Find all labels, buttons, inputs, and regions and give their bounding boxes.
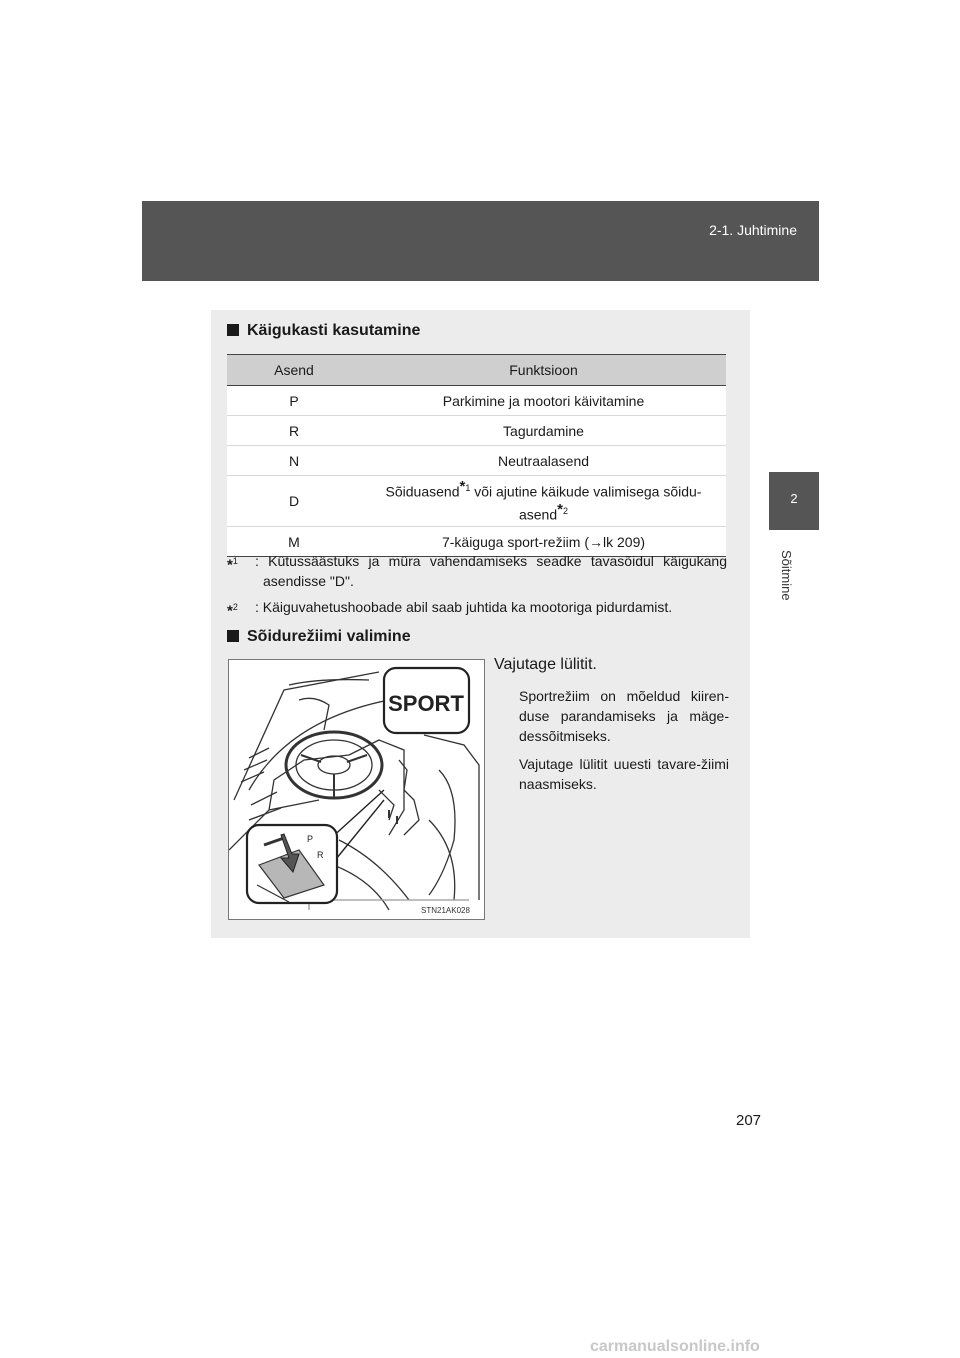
footnote-asterisk: *	[459, 478, 466, 496]
position-cell: N	[227, 446, 361, 476]
section-title: 2-1. Juhtimine	[709, 222, 797, 238]
footnote-1: *$^1$ : Kütussäästuks ja müra vahendamiseks seadke tavasõidul käigukang asendisse "D".	[227, 553, 727, 589]
page-number: 207	[736, 1112, 762, 1129]
chapter-label: Sõitmine	[779, 550, 794, 601]
function-cell: 7-käiguga sport-režiim (→lk 209)	[361, 527, 726, 557]
gear-function-table	[227, 354, 726, 557]
paragraph-return-normal: Vajutage lülitit uuesti tavare-žiimi naasmiseks.	[519, 756, 729, 792]
function-cell: Sõiduasend$^{*1}$ või ajutine käikude valimisega sõidu- asend$^{*2}$	[361, 476, 726, 527]
watermark: carmanualsonline.info	[590, 1338, 760, 1355]
table-row	[227, 416, 726, 446]
paragraph-sport-mode: Sportrežiim on mõeldud kiiren-duse parandamiseks ja mäge-dessõitmiseks.	[519, 688, 729, 744]
column-header-position: Asend	[227, 355, 361, 386]
chapter-number: 2	[790, 491, 798, 506]
lever-r-label: R	[317, 850, 324, 860]
lever-p-label: P	[307, 834, 314, 844]
table-row	[227, 386, 726, 416]
position-cell: P	[227, 386, 361, 416]
position-cell: R	[227, 416, 361, 446]
position-cell: M	[227, 527, 361, 557]
square-bullet-icon	[227, 324, 239, 336]
column-header-function: Funktsioon	[361, 355, 726, 386]
dashboard-illustration	[229, 660, 484, 919]
sport-switch-figure	[228, 659, 485, 920]
table-header-row	[227, 355, 726, 386]
gearbox-heading: Käigukasti kasutamine	[227, 322, 420, 340]
table-row	[227, 446, 726, 476]
table-row	[227, 476, 726, 527]
chapter-tab	[769, 472, 819, 530]
drive-mode-heading: Sõidurežiimi valimine	[227, 628, 411, 646]
function-cell: Tagurdamine	[361, 416, 726, 446]
function-cell: Neutraalasend	[361, 446, 726, 476]
sport-button-label: SPORT	[388, 691, 464, 716]
image-code: STN21AK028	[421, 906, 470, 915]
function-cell: Parkimine ja mootori käivitamine	[361, 386, 726, 416]
footnote-2: *$^2$ : Käiguvahetushoobade abil saab juhtida ka mootoriga pidurdamist.	[227, 599, 673, 620]
square-bullet-icon	[227, 630, 239, 642]
position-cell: D	[227, 476, 361, 527]
content-box	[211, 310, 750, 938]
header-band	[142, 201, 819, 281]
instruction-text: Vajutage lülitit.	[494, 656, 597, 673]
footnote-asterisk: *	[557, 501, 563, 518]
chapter-label-tab	[769, 530, 819, 680]
